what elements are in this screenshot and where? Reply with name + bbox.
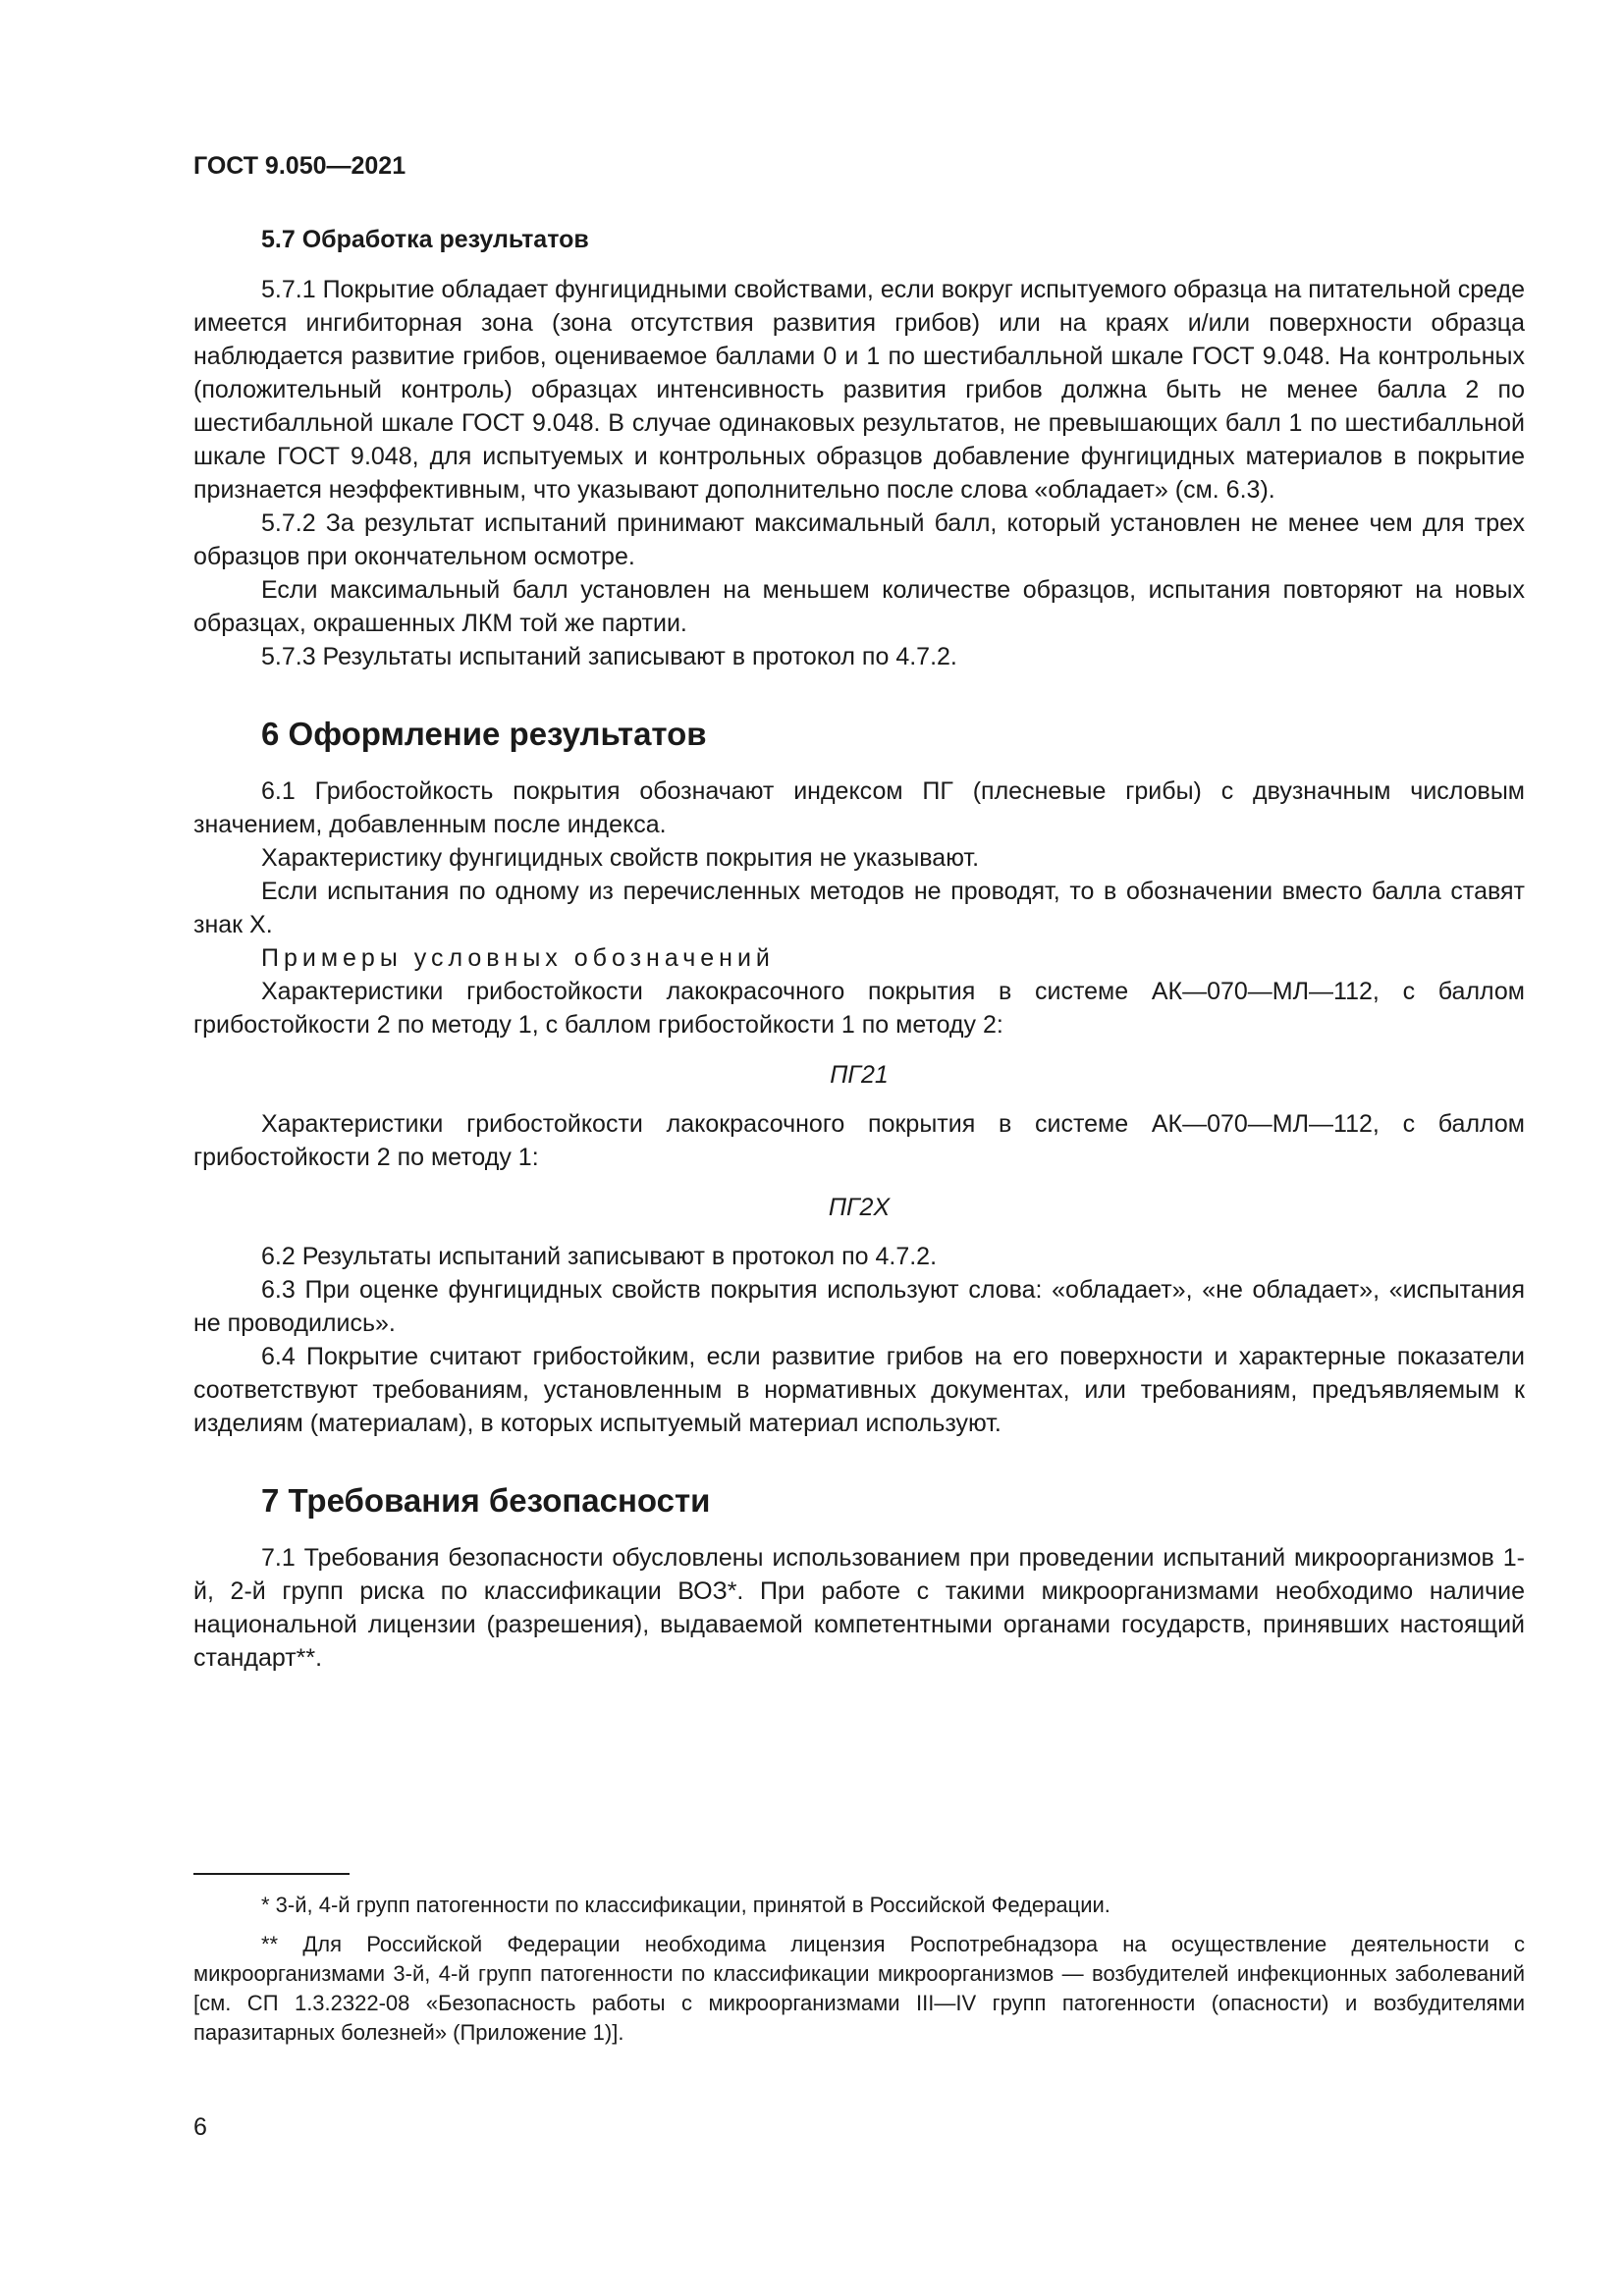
example-1-code: ПГ21 <box>830 1061 889 1089</box>
section-title-6: 6 Оформление результатов <box>261 716 707 752</box>
paragraph-5-7-2: 5.7.2 За результат испытаний принимают максимальный балл, который установлен не менее чем для трех образцов при окончательном осмотре. <box>193 509 1525 570</box>
paragraph-5-7-2-cont: Если максимальный балл установлен на меньшем количестве образцов, испытания повторяют на новых образцах, окрашенных ЛКМ той же партии. <box>193 576 1525 637</box>
document-body <box>193 223 1525 1675</box>
example-1-text: Характеристики грибостойкости лакокрасочного покрытия в системе АК—070—МЛ—112, с баллом грибостойкости 2 по методу 1, с баллом грибостойкости 1 по методу 2: <box>193 978 1525 1039</box>
paragraph-6-1-b: Характеристику фунгицидных свойств покрытия не указывают. <box>261 844 980 872</box>
paragraph-6-1: 6.1 Грибостойкость покрытия обозначают индексом ПГ (плесневые грибы) с двузначным числовым значением, добавленным после индекса. <box>193 777 1525 838</box>
section-title-7: 7 Требования безопасности <box>261 1482 711 1519</box>
footnote-2: ** Для Российской Федерации необходима лицензия Роспотребнадзора на осуществление деятельности с микроорганизмами 3-й, 4-й групп патогенности по классификации микроорганизмов — возбудителей инфекционных заболеваний [см. СП 1.3.2322-08 «Безопасность работы с микроорганизмами III—IV групп патогенности (опасности) и возбудителями паразитарных болезней» (Приложение 1)]. <box>193 1932 1525 2045</box>
paragraph-5-7-1: 5.7.1 Покрытие обладает фунгицидными свойствами, если вокруг испытуемого образца на питательной среде имеется ингибиторная зона (зона отсутствия развития грибов) или на краях и/или поверхности образца наблюдается развитие грибов, оцениваемое баллами 0 и 1 по шестибалльной шкале ГОСТ 9.048. На контрольных (положительный контроль) образцах интенсивность развития грибов должна быть не менее балла 2 по шестибалльной шкале ГОСТ 9.048. В случае одинаковых результатов, не превышающих балл 1 по шестибалльной шкале ГОСТ 9.048, для испытуемых и контрольных образцов добавление фунгицидных материалов в покрытие признается неэффективным, что указывают дополнительно после слова «обладает» (см. 6.3). <box>193 276 1525 504</box>
example-2-code: ПГ2X <box>828 1194 891 1221</box>
page-number: 6 <box>193 2113 207 2141</box>
paragraph-7-1: 7.1 Требования безопасности обусловлены использованием при проведении испытаний микроорганизмов 1-й, 2-й групп риска по классификации ВОЗ*. При работе с такими микроорганизмами необходимо наличие национальной лицензии (разрешения), выдаваемой компетентными органами государств, принявших настоящий стандарт**. <box>193 1544 1525 1672</box>
paragraph-6-1-c: Если испытания по одному из перечисленных методов не проводят, то в обозначении вместо балла ставят знак X. <box>193 878 1525 938</box>
examples-heading: Примеры условных обозначений <box>261 944 775 972</box>
paragraph-5-7-3: 5.7.3 Результаты испытаний записывают в протокол по 4.7.2. <box>261 643 957 670</box>
example-2-text: Характеристики грибостойкости лакокрасочного покрытия в системе АК—070—МЛ—112, с баллом грибостойкости 2 по методу 1: <box>193 1110 1525 1171</box>
footnote-divider <box>193 1873 350 1875</box>
paragraph-6-2: 6.2 Результаты испытаний записывают в протокол по 4.7.2. <box>261 1243 938 1270</box>
paragraph-6-3: 6.3 При оценке фунгицидных свойств покрытия используют слова: «обладает», «не обладает», «испытания не проводились». <box>193 1276 1525 1337</box>
paragraph-6-4: 6.4 Покрытие считают грибостойким, если развитие грибов на его поверхности и характерные показатели соответствуют требованиям, установленным в нормативных документах, или требованиям, предъявляемым к изделиям (материалам), в которых испытуемый материал используют. <box>193 1343 1525 1437</box>
footnotes <box>193 1873 1525 2048</box>
subsection-title-5-7: 5.7 Обработка результатов <box>261 226 589 253</box>
footnote-1: * 3-й, 4-й групп патогенности по классификации, принятой в Российской Федерации. <box>261 1893 1110 1917</box>
doc-header: ГОСТ 9.050—2021 <box>193 152 406 180</box>
